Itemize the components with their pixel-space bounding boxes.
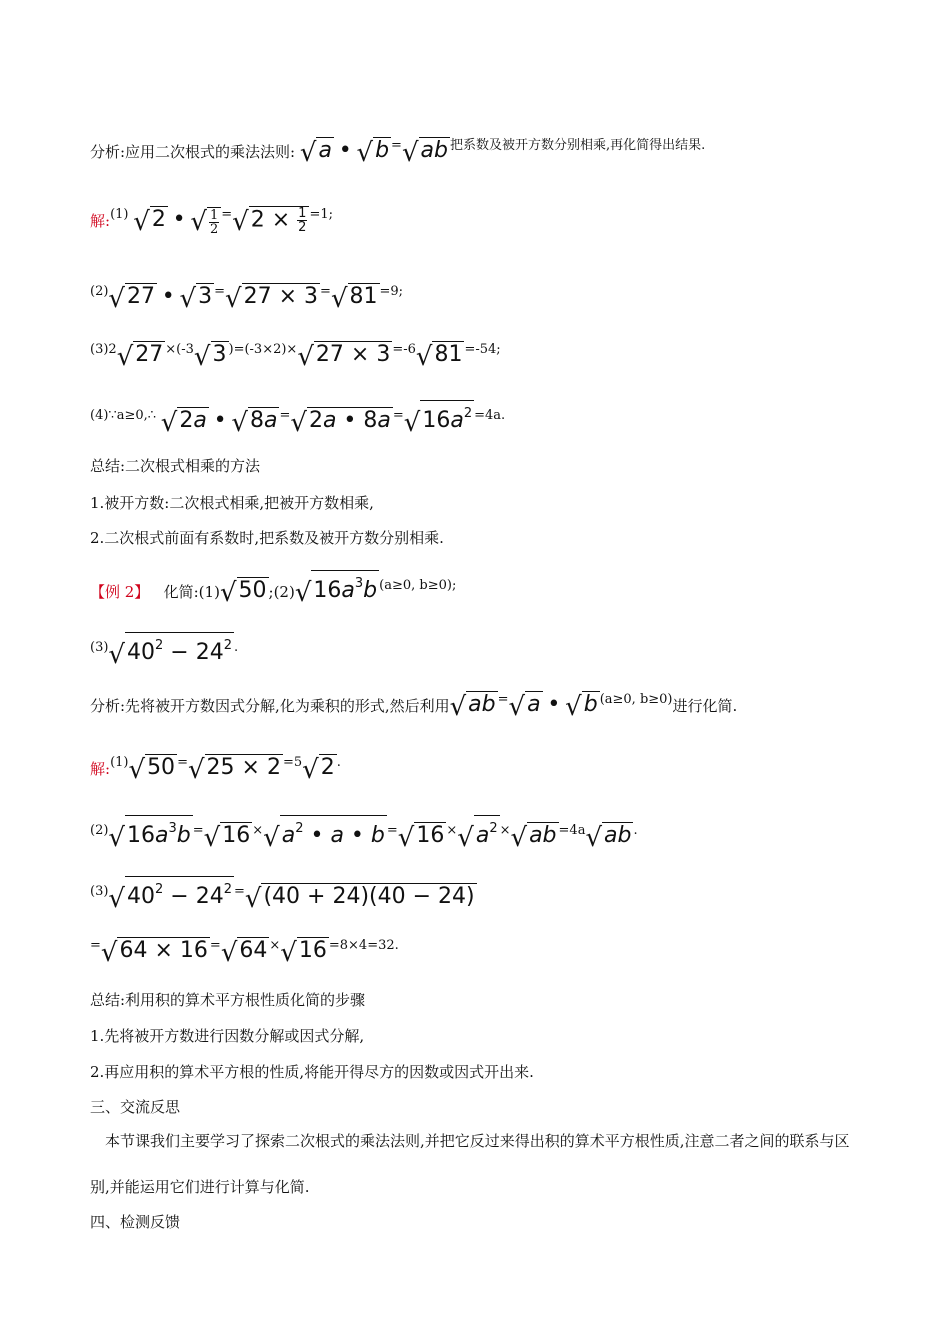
section-3-paragraph: 本节课我们主要学习了探索二次根式的乘法法则,并把它反过来得出积的算术平方根性质,注意二者之间的联系与区别,并能运用它们进行计算与化简. [90, 1132, 850, 1196]
solution-label: 解: [90, 212, 111, 230]
example-tag: 【例 2】 [90, 583, 150, 601]
section-3-title: 三、交流反思 [90, 1098, 181, 1116]
solution-2-part-1: 解:(1)√50 =√25 × 2 =5√2 . [90, 755, 341, 785]
solution-2-part-2: $(2)√16a^3b =√16 \times√a^2$ • a • $b =√16 \times√a^2 \times√ab =4a√ab$ . [90, 815, 638, 849]
analysis-1: 分析:应用二次根式的乘法法则: √a • √b =√ab 把系数及被开方数分别相乘,再化简得出结果. [90, 138, 706, 168]
summary-1-item-1: 1.被开方数:二次根式相乘,把被开方数相乘, [90, 494, 374, 512]
solution-1-part-2: (2)√27 • √3 =√27 × 3 =√81 =9; [90, 284, 404, 314]
sqrt-b: √b [356, 138, 390, 168]
solution-2-part-3: $(3)√40^2 - 24^2 =√(40 + 24)(40 - 24)$ [90, 876, 477, 910]
summary-2-item-2: 2.再应用积的算术平方根的性质,将能开得尽方的因数或因式开出来. [90, 1063, 534, 1081]
analysis-1-suffix: 把系数及被开方数分别相乘,再化简得出结果. [449, 138, 706, 153]
sqrt-a: √a [299, 138, 332, 168]
summary-1-title: 总结:二次根式相乘的方法 [90, 457, 261, 475]
section-4-title: 四、检测反馈 [90, 1213, 181, 1231]
example-2-part-3: $(3)√40^2 - 24^2$ . [90, 632, 238, 666]
summary-2-item-1: 1.先将被开方数进行因数分解或因式分解, [90, 1027, 365, 1045]
example-2: 【例 2】 化简:(1)√50 $;(2)√16a^3b$ (a≥0, b≥0); [90, 570, 456, 604]
summary-1-item-2: 2.二次根式前面有系数时,把系数及被开方数分别相乘. [90, 529, 444, 547]
solution-1-part-1: 解:(1) √2 • √ $\frac{1}{2}$ =√2 × $\frac{1}{2}$ =1; [90, 205, 333, 237]
analysis-2: 分析:先将被开方数因式分解,化为乘积的形式,然后利用√ab =√a • √b (a≥0, b≥0)进行化简. [90, 692, 738, 722]
solution-1-part-4: (4)∵a≥0,∴ √2a • √8a =√2a • $8a =√16a^2 =4a$. [90, 400, 505, 434]
sqrt-ab: √ab [401, 138, 448, 168]
solution-1-part-3: (3)2√27 ×(-3√3 )=(-3×2)×√27 × 3 =-6√81 =-54; [90, 342, 501, 372]
analysis-1-prefix: 分析:应用二次根式的乘法法则: [90, 143, 296, 161]
summary-2-title: 总结:利用积的算术平方根性质化简的步骤 [90, 991, 366, 1009]
solution-2-part-4: =√64 × 16 =√64 ×√16 =8×4=32. [90, 938, 399, 968]
